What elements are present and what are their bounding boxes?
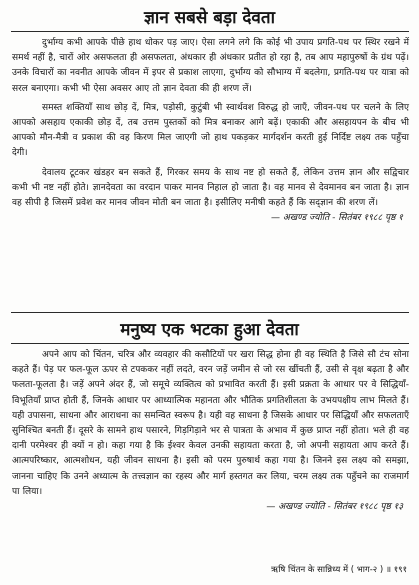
section-1-paragraph-1: दुर्भाग्य कभी आपके पीछे हाथ धोकर पड़ जाए। ऐसा लगने लगे कि कोई भी उपाय प्रगति-पथ पर स्थिर रखने में समर्थ नहीं है, चारों ओर असफलता ही असफलता, अंधकार ही अंधकार प्रतीत हो रहा है, तब आप महापुरुषों के ग्रंथ पढ़ें। उनके विचारों का नवनीत आपके जीवन में इपर से प्रकाश लाएगा, दुर्भाग्य को सौभाग्य में बदलेगा, प्रगति-पथ पर यात्रा को सरल बनाएगा। कभी भी ऐसा अवसर आए तो ज्ञान देवता की ही शरण लें।: [12, 38, 409, 94]
section-2-body: [12, 348, 409, 515]
section-1-paragraph-3: देवालय टूटकर खंडहर बन सकते हैं, गिरकर समय के साथ नष्ट हो सकते हैं, लेकिन उत्तम ज्ञान और सद्विचार कभी भी नष्ट नहीं होते। ज्ञानदेवता का वरदान पाकर मानव निहाल हो जाता है। वह मानव से देवमानव बन जाता है। ज्ञान वह सीपी है जिसमें प्रवेश कर मानव जीवन मोती बन जाता है। इसीलिए मनीषी कहते हैं कि सद्ज्ञान की शरण लें।: [12, 167, 409, 209]
section-1-title-rule: [11, 31, 409, 32]
page-footer: ऋषि चिंतन के सान्निध्य में ( भाग-२ ) ॥ १९१: [270, 565, 407, 575]
section-2-paragraph-1: अपने आप को चिंतन, चरित्र और व्यवहार की कसौटियों पर खरा सिद्ध होना ही वह स्थिति है जिसे सौ टंच सोना कहते हैं। पेड़ पर फल-फूल ऊपर से टपककर नहीं लदते, वरन जड़ें जमीन से जो रस खींचती हैं, उसी से वृक्ष बढ़ता है और फलता-फूलता है। जड़ें अपने अंदर हैं, जो समूचे व्यक्तित्व को प्रभावित करती हैं। इसी प्रक्रता के आधार पर वे सिद्धियाँ-विभूतियाँ प्राप्त होती हैं, जिनके आधार पर आध्यात्मिक महानता और भौतिक प्रगतिशीलता के उभयपक्षीय लाभ मिलते हैं। यही उपासना, साधना और आराधना का समन्वित स्वरूप है। यही वह साधना है जिसके आधार पर सिद्धियाँ और सफलताएँ सुनिश्चित बनती हैं। दूसरे के सामने हाथ पसारने, गिड़गिड़ाने भर से पात्रता के अभाव में कुछ प्राप्त नहीं होता। भले ही वह दानी परमेश्वर ही क्यों न हो। कहा गया है कि ईश्वर केवल उनकी सहायता करता है, जो अपनी सहायता आप करते हैं। आत्मपरिष्कार, आत्मशोधन, यही जीवन साधना है। इसी को परम पुरुषार्थ कहा गया है। जिनने इस लक्ष्य को समझा, जानना चाहिए कि उनने अध्यात्म के तत्त्वज्ञान का रहस्य और मार्ग हस्तगत कर लिया, चरम लक्ष्य तक पहुँचने का राजमार्ग पा लिया।: [12, 350, 409, 497]
section-2-attribution: — अखण्ड ज्योति - सितंबर १९८८ पृष्ठ १३: [266, 502, 403, 513]
section-1-paragraph-2: समस्त शक्तियाँ साथ छोड़ दें, मित्र, पड़ोसी, कुटुंबी भी स्वार्थवश विरुद्ध हो जाएँ, जीवन-पथ पर चलने के लिए आपको असहाय एकाकी छोड़ दें, तब उत्तम पुस्तकों को मित्र बनाकर आगे बढ़ें। एकाकी और असहायपन के बीच भी आपको मौन-मैत्री व प्रकाश की वह किरण मिल जाएगी जो हाथ पकड़कर मार्गदर्शन करती हुई निर्दिष्ट लक्ष्य तक पहुँचा देगी।: [12, 102, 409, 159]
section-2-title: मनुष्य एक भटका हुआ देवता: [120, 320, 299, 340]
section-1-body: [12, 36, 409, 226]
section-divider: [11, 312, 409, 313]
section-2-title-rule: [11, 343, 409, 344]
section-1-attribution: — अखण्ड ज्योति - सितंबर १९८८ पृष्ठ १: [271, 213, 403, 224]
section-1-title: ज्ञान सबसे बड़ा देवता: [144, 8, 275, 28]
